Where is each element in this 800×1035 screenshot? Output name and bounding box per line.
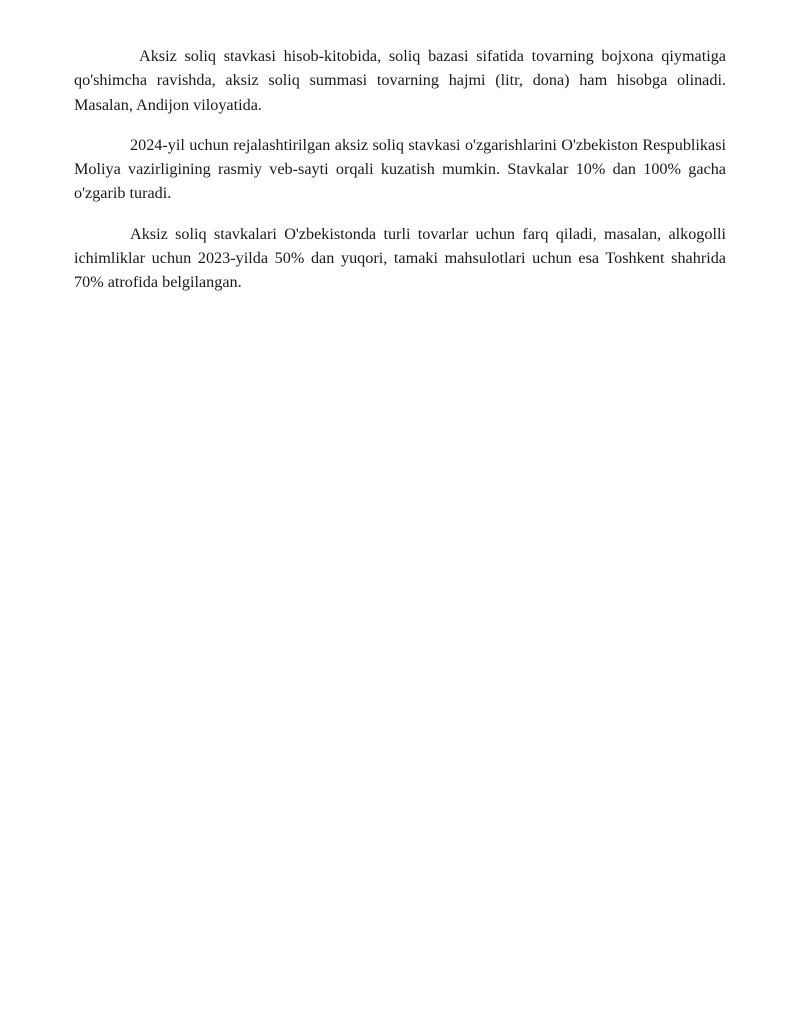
paragraph-3: Aksiz soliq stavkalari O'zbekistonda turli tovarlar uchun farq qiladi, masalan, alkogolli ichimliklar uchun 2023-yilda 50% dan yuqori, tamaki mahsulotlari uchun esa Toshkent shahrida 70% atrofida belgilangan.: [74, 224, 726, 292]
paragraph-2: 2024-yil uchun rejalashtirilgan aksiz soliq stavkasi o'zgarishlarini O'zbekiston Respublikasi Moliya vazirligining rasmiy veb-sayti orqali kuzatish mumkin. Stavkalar 10% dan 100% gacha o'zgarib turadi.: [74, 135, 726, 203]
paragraph-1: Aksiz soliq stavkasi hisob-kitobida, soliq bazasi sifatida tovarning bojxona qiymatiga qo'shimcha ravishda, aksiz soliq summasi tovarning hajmi (litr, dona) ham hisobga olinadi. Masalan, Andijon viloyatida.: [74, 47, 726, 114]
document-body: [74, 44, 726, 311]
